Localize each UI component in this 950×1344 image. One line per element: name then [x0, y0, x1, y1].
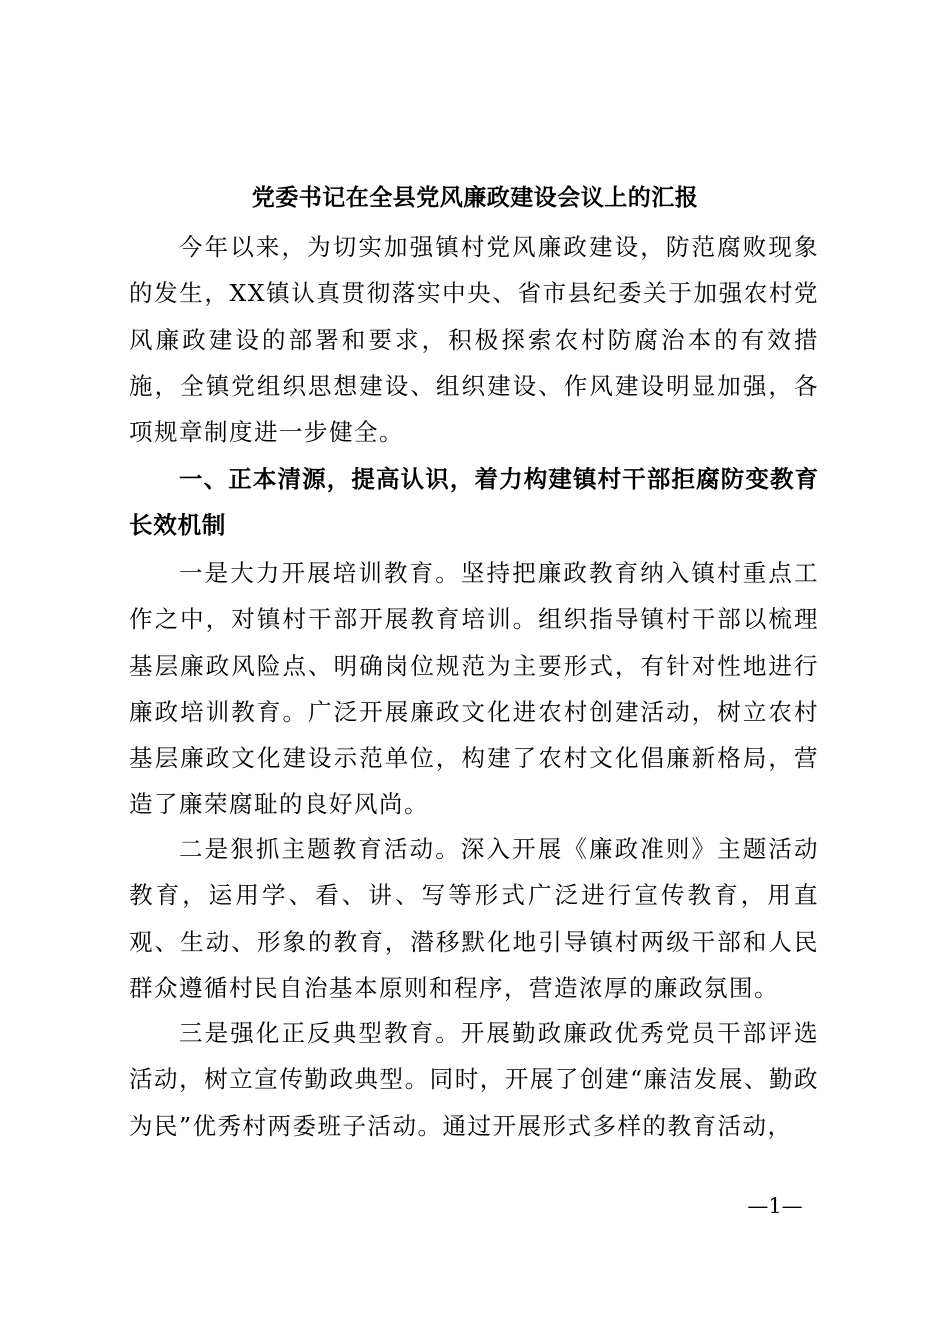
paragraph-theme-education: 二是狠抓主题教育活动。深入开展《廉政准则》主题活动教育，运用学、看、讲、写等形式广泛进行宣传教育，用直观、生动、形象的教育，潜移默化地引导镇村两级干部和人民群众遵循村民自治基本原则和程序，营造浓厚的廉政氛围。 [129, 835, 819, 1002]
document-title: 党委书记在全县党风廉政建设会议上的汇报 [251, 185, 699, 211]
intro-paragraph: 今年以来，为切实加强镇村党风廉政建设，防范腐败现象的发生，XX镇认真贯彻落实中央、省市县纪委关于加强农村党风廉政建设的部署和要求，积极探索农村防腐治本的有效措施，全镇党组织思想建设、组织建设、作风建设明显加强，各项规章制度进一步健全。 [129, 233, 819, 447]
page-number: —1— [747, 1194, 803, 1218]
paragraph-typical-education: 三是强化正反典型教育。开展勤政廉政优秀党员干部评选活动，树立宣传勤政典型。同时，开展了创建“廉洁发展、勤政为民”优秀村两委班子活动。通过开展形式多样的教育活动， [129, 1019, 819, 1140]
section-heading: 一、正本清源，提高认识，着力构建镇村干部拒腐防变教育长效机制 [129, 465, 819, 540]
paragraph-training-education: 一是大力开展培训教育。坚持把廉政教育纳入镇村重点工作之中，对镇村干部开展教育培训。组织指导镇村干部以梳理基层廉政风险点、明确岗位规范为主要形式，有针对性地进行廉政培训教育。广泛开展廉政文化进农村创建活动，树立农村基层廉政文化建设示范单位，构建了农村文化倡廉新格局，营造了廉荣腐耻的良好风尚。 [129, 559, 819, 819]
